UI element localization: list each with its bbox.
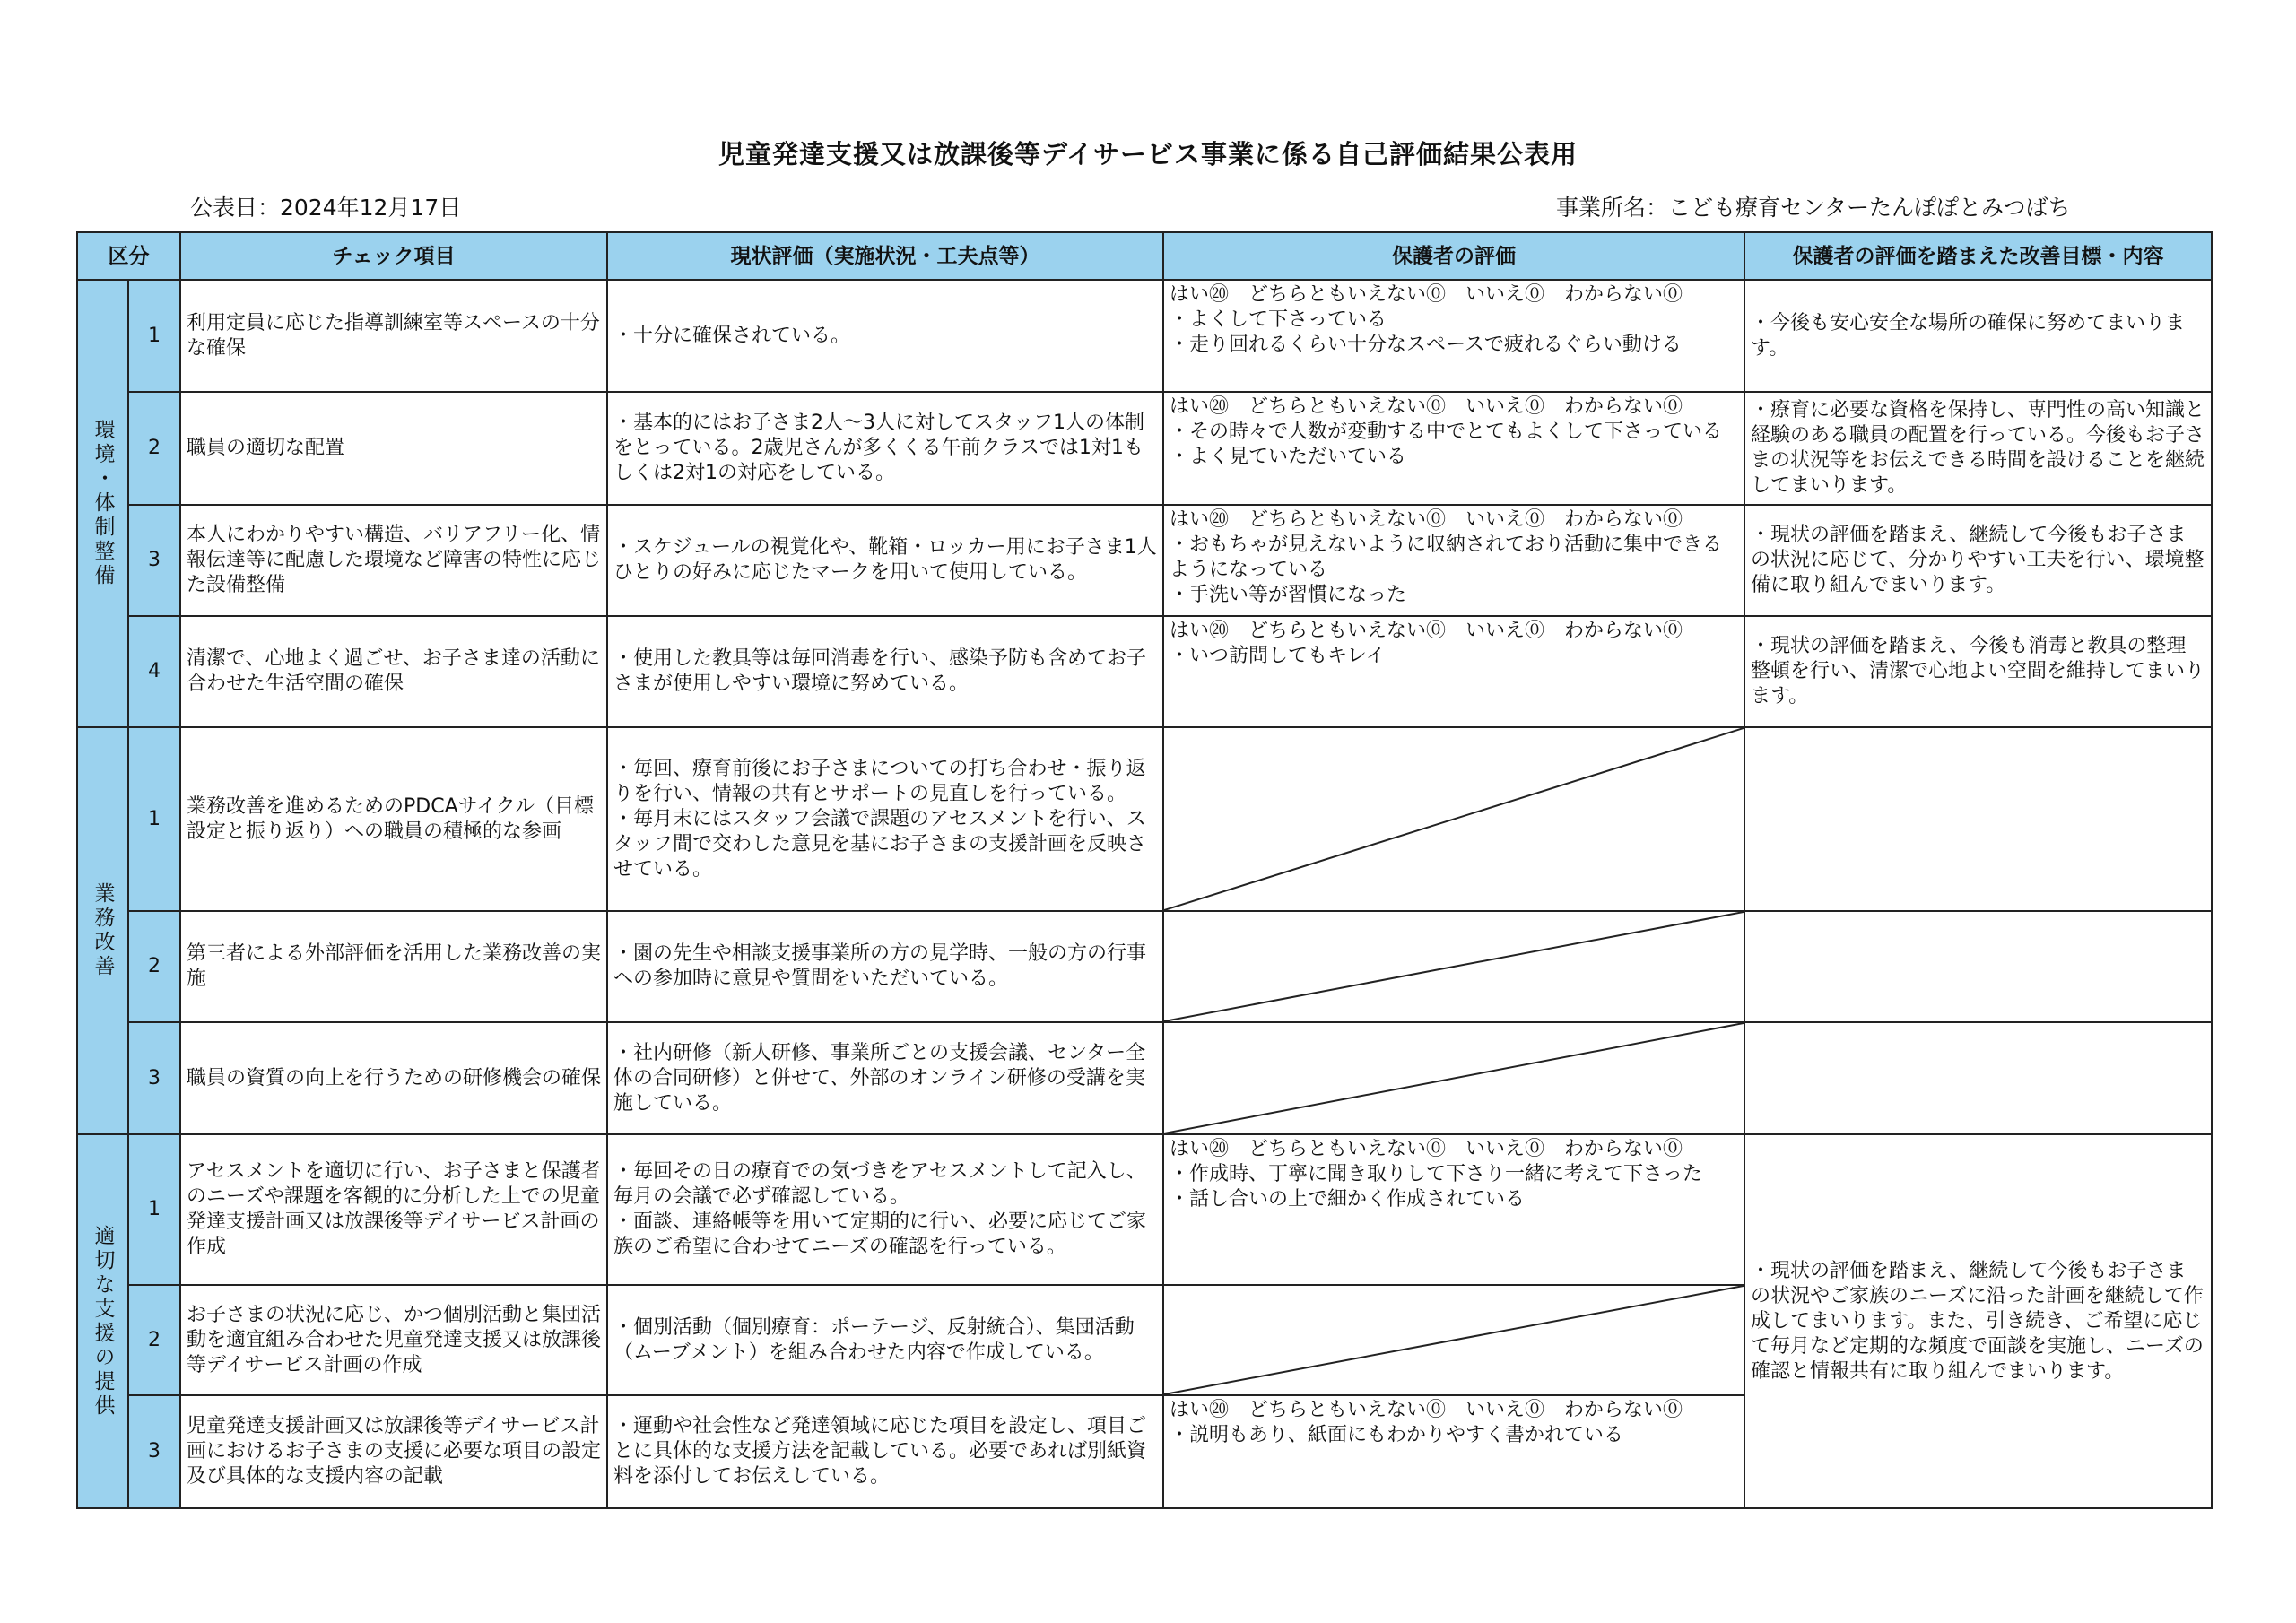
row-number: 2 — [128, 1285, 180, 1395]
improvement-empty — [1744, 911, 2212, 1022]
table-row — [77, 1022, 2212, 1134]
table-row — [77, 392, 2212, 505]
section-operations — [77, 727, 128, 1134]
parent-eval: はい⑳ どちらともいえない⓪ いいえ⓪ わからない⓪ ・おもちゃが見えないように収納されており活動に集中できるようになっている ・手洗い等が習慣になった — [1163, 505, 1744, 616]
parent-eval: はい⑳ どちらともいえない⓪ いいえ⓪ わからない⓪ ・よくして下さっている ・走り回れるくらい十分なスペースで疲れるぐらい動ける — [1163, 280, 1744, 392]
header-parent-eval: 保護者の評価 — [1163, 232, 1744, 280]
table-row — [77, 616, 2212, 727]
diagonal-line — [1164, 1023, 1744, 1133]
table-row — [77, 505, 2212, 616]
check-item: お子さまの状況に応じ、かつ個別活動と集団活動を適宜組み合わせた児童発達支援又は放課後等デイサービス計画の作成 — [180, 1285, 607, 1395]
current-eval: ・個別活動（個別療育：ポーテージ、反射統合）、集団活動（ムーブメント）を組み合わせた内容で作成している。 — [607, 1285, 1163, 1395]
diagonal-line — [1164, 728, 1744, 910]
parent-eval: はい⑳ どちらともいえない⓪ いいえ⓪ わからない⓪ ・その時々で人数が変動する中でとてもよくして下さっている ・よく見ていただいている — [1163, 392, 1744, 505]
current-eval: ・運動や社会性など発達領域に応じた項目を設定し、項目ごとに具体的な支援方法を記載している。必要であれば別紙資料を添付してお伝えしている。 — [607, 1395, 1163, 1508]
table-row — [77, 280, 2212, 392]
parent-eval-na — [1163, 1022, 1744, 1134]
current-eval: ・毎回、療育前後にお子さまについての打ち合わせ・振り返りを行い、情報の共有とサポートの見直しを行っている。 ・毎月末にはスタッフ会議で課題のアセスメントを行い、スタッフ間で交わした意見を基にお子さまの支援計画を反映させている。 — [607, 727, 1163, 911]
parent-eval-na — [1163, 727, 1744, 911]
row-number: 3 — [128, 505, 180, 616]
improvement: ・現状の評価を踏まえ、継続して今後もお子さまの状況に応じて、分かりやすい工夫を行い、環境整備に取り組んでまいります。 — [1744, 505, 2212, 616]
current-eval: ・基本的にはお子さま2人～3人に対してスタッフ1人の体制をとっている。2歳児さんが多くくる午前クラスでは1対1もしくは2対1の対応をしている。 — [607, 392, 1163, 505]
row-number: 4 — [128, 616, 180, 727]
header-improvement: 保護者の評価を踏まえた改善目標・内容 — [1744, 232, 2212, 280]
row-number: 2 — [128, 392, 180, 505]
header-section: 区分 — [77, 232, 180, 280]
table-row — [77, 911, 2212, 1022]
row-number: 1 — [128, 1134, 180, 1285]
current-eval: ・使用した教具等は毎回消毒を行い、感染予防も含めてお子さまが使用しやすい環境に努めている。 — [607, 616, 1163, 727]
current-eval: ・園の先生や相談支援事業所の方の見学時、一般の方の行事への参加時に意見や質問をいただいている。 — [607, 911, 1163, 1022]
publish-date: 公表日：2024年12月17日 — [190, 195, 462, 221]
row-number: 3 — [128, 1022, 180, 1134]
parent-eval-na — [1163, 1285, 1744, 1395]
check-item: 業務改善を進めるためのPDCAサイクル（目標設定と振り返り）への職員の積極的な参画 — [180, 727, 607, 911]
diagonal-line — [1164, 1286, 1744, 1394]
office-name: 事業所名：こども療育センターたんぽぽとみつばち — [1556, 195, 2071, 221]
check-item: 職員の適切な配置 — [180, 392, 607, 505]
improvement: ・療育に必要な資格を保持し、専門性の高い知識と経験のある職員の配置を行っている。今後もお子さまの状況等をお伝えできる時間を設けることを継続してまいります。 — [1744, 392, 2212, 505]
section-environment — [77, 280, 128, 727]
check-item: アセスメントを適切に行い、お子さまと保護者のニーズや課題を客観的に分析した上での児童発達支援計画又は放課後等デイサービス計画の作成 — [180, 1134, 607, 1285]
check-item: 清潔で、心地よく過ごせ、お子さま達の活動に合わせた生活空間の確保 — [180, 616, 607, 727]
section-support — [77, 1134, 128, 1508]
table-row — [77, 727, 2212, 911]
section-label: 環境・体制整備 — [91, 419, 115, 588]
header-row — [77, 232, 2212, 280]
row-number: 1 — [128, 280, 180, 392]
row-number: 1 — [128, 727, 180, 911]
check-item: 本人にわかりやすい構造、バリアフリー化、情報伝達等に配慮した環境など障害の特性に応じた設備整備 — [180, 505, 607, 616]
improvement-empty — [1744, 1022, 2212, 1134]
row-number: 3 — [128, 1395, 180, 1508]
current-eval: ・毎回その日の療育での気づきをアセスメントして記入し、毎月の会議で必ず確認している。 ・面談、連絡帳等を用いて定期的に行い、必要に応じてご家族のご希望に合わせてニーズの確認を行っている。 — [607, 1134, 1163, 1285]
section-label: 適切な支援の提供 — [91, 1224, 115, 1419]
parent-eval: はい⑳ どちらともいえない⓪ いいえ⓪ わからない⓪ ・いつ訪問してもキレイ — [1163, 616, 1744, 727]
check-item: 第三者による外部評価を活用した業務改善の実施 — [180, 911, 607, 1022]
section-label: 業務改善 — [91, 882, 115, 979]
current-eval: ・十分に確保されている。 — [607, 280, 1163, 392]
page-title: 児童発達支援又は放課後等デイサービス事業に係る自己評価結果公表用 — [718, 139, 1578, 169]
improvement-empty — [1744, 727, 2212, 911]
header-check-item: チェック項目 — [180, 232, 607, 280]
row-number: 2 — [128, 911, 180, 1022]
header-current-eval: 現状評価（実施状況・工夫点等） — [607, 232, 1163, 280]
check-item: 職員の資質の向上を行うための研修機会の確保 — [180, 1022, 607, 1134]
current-eval: ・社内研修（新人研修、事業所ごとの支援会議、センター全体の合同研修）と併せて、外部のオンライン研修の受講を実施している。 — [607, 1022, 1163, 1134]
improvement-support: ・現状の評価を踏まえ、継続して今後もお子さまの状況やご家族のニーズに沿った計画を継続して作成してまいります。また、引き続き、ご希望に応じて毎月など定期的な頻度で面談を実施し、ニーズの確認と情報共有に取り組んでまいります。 — [1744, 1134, 2212, 1508]
improvement: ・現状の評価を踏まえ、今後も消毒と教具の整理整頓を行い、清潔で心地よい空間を維持してまいります。 — [1744, 616, 2212, 727]
diagonal-line — [1164, 912, 1744, 1021]
parent-eval: はい⑳ どちらともいえない⓪ いいえ⓪ わからない⓪ ・作成時、丁寧に聞き取りして下さり一緒に考えて下さった ・話し合いの上で細かく作成されている — [1163, 1134, 1744, 1285]
evaluation-table — [76, 231, 2213, 1509]
check-item: 児童発達支援計画又は放課後等デイサービス計画におけるお子さまの支援に必要な項目の設定及び具体的な支援内容の記載 — [180, 1395, 607, 1508]
check-item: 利用定員に応じた指導訓練室等スペースの十分な確保 — [180, 280, 607, 392]
parent-eval-na — [1163, 911, 1744, 1022]
parent-eval: はい⑳ どちらともいえない⓪ いいえ⓪ わからない⓪ ・説明もあり、紙面にもわかりやすく書かれている — [1163, 1395, 1744, 1508]
improvement: ・今後も安心安全な場所の確保に努めてまいります。 — [1744, 280, 2212, 392]
current-eval: ・スケジュールの視覚化や、靴箱・ロッカー用にお子さま1人ひとりの好みに応じたマークを用いて使用している。 — [607, 505, 1163, 616]
table-row — [77, 1134, 2212, 1285]
